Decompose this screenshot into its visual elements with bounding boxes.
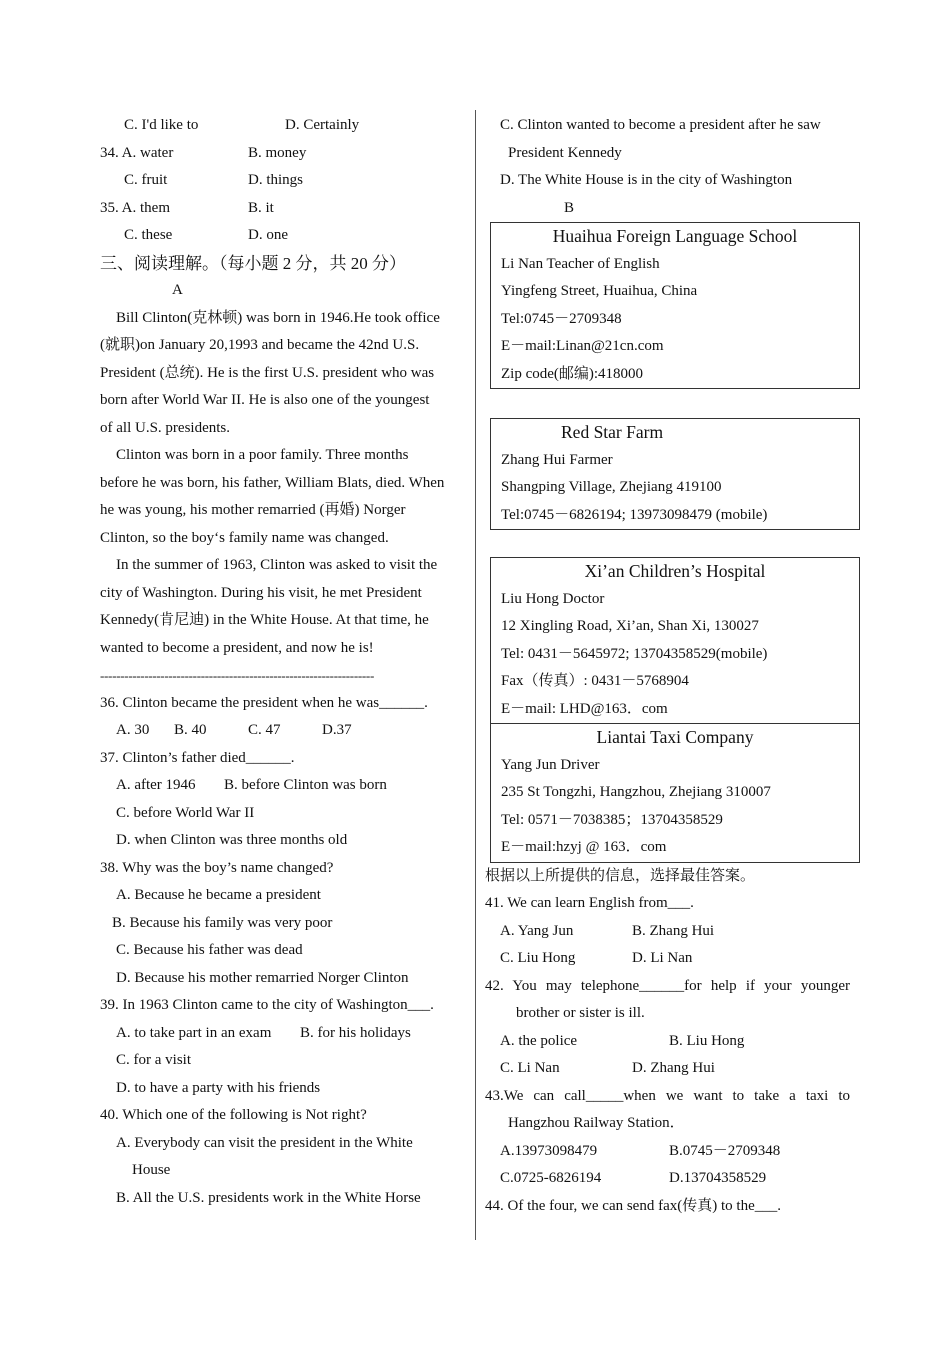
q36-option-b: B. 40 xyxy=(174,722,207,738)
q43-option-d: D.13704358529 xyxy=(669,1170,767,1186)
q41-option-d: D. Li Nan xyxy=(632,950,693,966)
q42-row2 xyxy=(485,1055,860,1083)
q36-options xyxy=(100,717,468,745)
q43-row2 xyxy=(485,1165,860,1193)
passage-line: wanted to become a president, and now he is! xyxy=(100,639,374,656)
q34-option-a: 34. A. water xyxy=(100,144,174,161)
q34-option-b: B. money xyxy=(248,144,307,161)
q36-option-a: A. 30 xyxy=(116,722,150,738)
q39-stem: 39. In 1963 Clinton came to the city of Washington___. xyxy=(100,997,434,1013)
passage-line: Kennedy(肯尼迪) in the White House. At that time, he xyxy=(100,612,429,628)
passage-line: of all U.S. presidents. xyxy=(100,419,230,436)
card-line: Zip code(邮编):418000 xyxy=(501,365,644,382)
q37-option-a: A. after 1946 xyxy=(116,777,196,793)
q36-stem: 36. Clinton became the president when he was______. xyxy=(100,694,428,711)
q43-option-a: A.13973098479 xyxy=(500,1142,598,1159)
q35-option-a: 35. A. them xyxy=(100,199,170,216)
q37-row1 xyxy=(100,772,468,800)
q38-option-d: D. Because his mother remarried Norger Clinton xyxy=(116,969,409,986)
q35-option-d: D. one xyxy=(248,227,288,243)
q33-option-d: D. Certainly xyxy=(285,117,360,133)
q42-row1 xyxy=(485,1028,860,1056)
q37-option-d: D. when Clinton was three months old xyxy=(116,832,348,848)
q43-stem: 43.We can call_____when we want to take a taxi to xyxy=(485,1087,850,1104)
q40-option-a-cont: House xyxy=(132,1162,171,1178)
q35-row1 xyxy=(100,195,468,223)
card-line: Li Nan Teacher of English xyxy=(501,255,660,272)
q41-option-a: A. Yang Jun xyxy=(500,922,574,939)
q41-option-c: C. Liu Hong xyxy=(500,950,576,966)
q42-option-d: D. Zhang Hui xyxy=(632,1060,715,1076)
q35-row2 xyxy=(100,222,468,250)
passage-line: born after World War II. He is also one of the youngest xyxy=(100,392,430,408)
q41-option-b: B. Zhang Hui xyxy=(632,922,715,939)
q40-option-b: B. All the U.S. presidents work in the White Horse xyxy=(116,1189,421,1206)
q37-stem: 37. Clinton’s father died______. xyxy=(100,749,295,766)
q43-row1 xyxy=(485,1138,860,1166)
q41-stem: 41. We can learn English from___. xyxy=(485,895,694,911)
section-heading: 三、阅读理解。（每小题 2 分，共 20 分） xyxy=(100,253,406,273)
q40-option-c-cont: President Kennedy xyxy=(508,144,622,161)
card-line: 235 St Tongzhi, Hangzhou, Zhejiang 310007 xyxy=(501,784,771,800)
q34-row2 xyxy=(100,167,468,195)
q35-option-b: B. it xyxy=(248,199,274,216)
q39-option-b: B. for his holidays xyxy=(300,1024,411,1041)
q37-option-b: B. before Clinton was born xyxy=(224,777,387,793)
q42-option-b: B. Liu Hong xyxy=(669,1032,745,1049)
card-line: E－mail:hzyj @ 163．com xyxy=(501,839,667,855)
card-title: Xi’an Children’s Hospital xyxy=(584,561,766,581)
q37-option-c: C. before World War II xyxy=(116,804,255,821)
q40-option-c: C. Clinton wanted to become a president after he saw xyxy=(500,117,821,133)
card-title: Red Star Farm xyxy=(561,422,664,442)
card-line: E－mail:Linan@21cn.com xyxy=(501,338,664,354)
q40-stem: 40. Which one of the following is Not right? xyxy=(100,1107,367,1123)
card-line: Shangping Village, Zhejiang 419100 xyxy=(501,479,722,495)
card-school xyxy=(490,222,860,389)
card-line: Fax（传真）: 0431－5768904 xyxy=(501,673,689,689)
q42-option-c: C. Li Nan xyxy=(500,1060,560,1076)
passage-line: Clinton was born in a poor family. Three months xyxy=(116,447,409,463)
passage-a-label: A xyxy=(172,282,183,298)
q34-option-c: C. fruit xyxy=(124,172,168,188)
card-line: Liu Hong Doctor xyxy=(501,590,605,607)
q43-option-c: C.0725-6826194 xyxy=(500,1170,602,1186)
q36-option-d: D.37 xyxy=(322,722,352,738)
q43-stem-cont: Hangzhou Railway Station． xyxy=(508,1115,685,1131)
card-line: Tel:0745－2709348 xyxy=(501,310,622,327)
q39-option-d: D. to have a party with his friends xyxy=(116,1079,321,1096)
right-column xyxy=(485,112,860,1220)
column-divider xyxy=(475,110,476,1240)
q38-option-b: B. Because his family was very poor xyxy=(112,914,333,931)
q40-option-a: A. Everybody can visit the president in the White xyxy=(116,1134,413,1151)
card-line: Tel: 0431－5645972; 13704358529(mobile) xyxy=(501,645,768,662)
passage-line: he was young, his mother remarried (再婚) Norger xyxy=(100,502,406,518)
card-line: Zhang Hui Farmer xyxy=(501,451,613,468)
card-farm xyxy=(490,418,860,530)
q42-stem-cont: brother or sister is ill. xyxy=(516,1005,645,1021)
passage-line: Bill Clinton(克林顿) was born in 1946.He took office xyxy=(116,309,440,326)
q42-option-a: A. the police xyxy=(500,1032,578,1049)
q34-option-d: D. things xyxy=(248,172,304,188)
card-line: Yang Jun Driver xyxy=(501,756,600,773)
card-line: E－mail: LHD@163．com xyxy=(501,700,668,717)
q38-stem: 38. Why was the boy’s name changed? xyxy=(100,859,334,876)
card-title: Liantai Taxi Company xyxy=(596,727,754,747)
instruction: 根据以上所提供的信息，选择最佳答案。 xyxy=(485,867,756,884)
q43-option-b: B.0745－2709348 xyxy=(669,1142,781,1159)
left-column xyxy=(100,112,468,1212)
card-line: Yingfeng Street, Huaihua, China xyxy=(501,283,698,299)
q35-option-c: C. these xyxy=(124,227,173,243)
q39-row1 xyxy=(100,1020,468,1048)
passage-line: In the summer of 1963, Clinton was asked to visit the xyxy=(116,557,438,573)
q34-row1 xyxy=(100,140,468,168)
passage-b-label: B xyxy=(564,199,575,216)
passage-line: (就职)on January 20,1993 and became the 42nd U.S. xyxy=(100,337,420,353)
q39-option-a: A. to take part in an exam xyxy=(116,1024,272,1041)
passage-line: city of Washington. During his visit, he met President xyxy=(100,584,422,601)
q33-options xyxy=(100,112,468,140)
passage-line: Clinton, so the boy‘s family name was changed. xyxy=(100,529,389,546)
dashed-separator: -------------------------------------------------------------------- xyxy=(100,668,374,683)
card-line: 12 Xingling Road, Xi’an, Shan Xi, 130027 xyxy=(501,618,759,634)
card-title: Huaihua Foreign Language School xyxy=(552,226,798,246)
card-line: Tel: 0571－7038385；13704358529 xyxy=(501,811,723,828)
passage-line: before he was born, his father, William Blats, died. When xyxy=(100,474,445,491)
q38-option-a: A. Because he became a president xyxy=(116,887,321,903)
q42-stem: 42. You may telephone______for help if your younger xyxy=(485,977,850,994)
q36-option-c: C. 47 xyxy=(248,722,281,738)
passage-line: President (总统). He is the first U.S. president who was xyxy=(100,364,435,381)
card-taxi xyxy=(490,723,860,863)
q33-option-c: C. I'd like to xyxy=(124,117,199,133)
q41-row2 xyxy=(485,945,860,973)
q40-option-d: D. The White House is in the city of Washington xyxy=(500,172,793,188)
card-line: Tel:0745－6826194; 13973098479 (mobile) xyxy=(501,506,768,523)
q44-stem: 44. Of the four, we can send fax(传真) to the___. xyxy=(485,1197,781,1214)
q38-option-c: C. Because his father was dead xyxy=(116,942,303,958)
q41-row1 xyxy=(485,918,860,946)
card-hospital xyxy=(490,557,860,723)
q39-option-c: C. for a visit xyxy=(116,1052,191,1068)
